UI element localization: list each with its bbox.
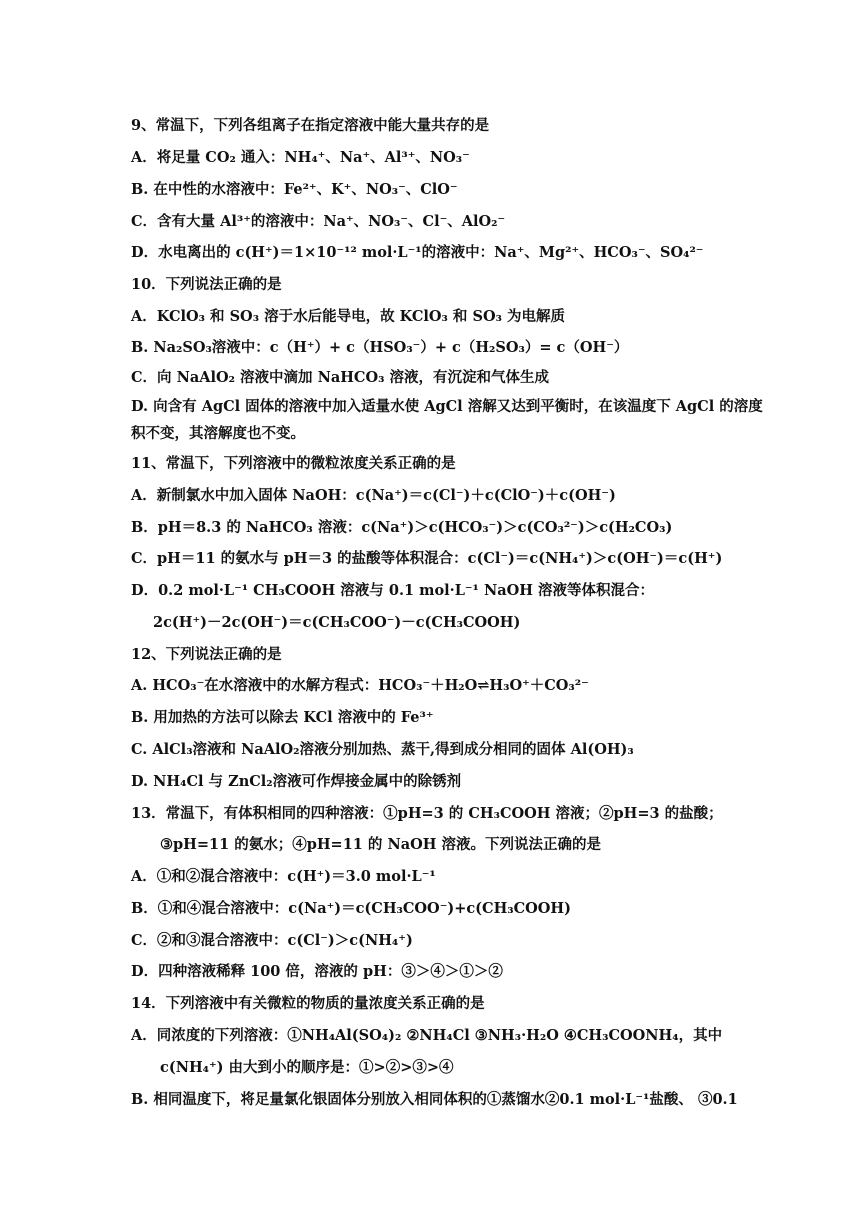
- question-12-stem: 12、下列说法正确的是: [131, 646, 282, 663]
- q10-option-a: A．KClO₃ 和 SO₃ 溶于水后能导电，故 KClO₃ 和 SO₃ 为电解质: [131, 308, 565, 325]
- q13-option-b: B．①和④混合溶液中：c(Na⁺)＝c(CH₃COO⁻)+c(CH₃COOH): [131, 900, 571, 917]
- q11-option-d: D．0.2 mol·L⁻¹ CH₃COOH 溶液与 0.1 mol·L⁻¹ NaOH 溶液等体积混合：: [131, 582, 654, 599]
- q9-option-b: B. 在中性的水溶液中：Fe²⁺、K⁺、NO₃⁻、ClO⁻: [131, 181, 458, 198]
- question-11-stem: 11、常温下，下列溶液中的微粒浓度关系正确的是: [131, 455, 456, 472]
- q10-option-d: D. 向含有 AgCl 固体的溶液中加入适量水使 AgCl 溶解又达到平衡时，在该温度下 AgCl 的溶度: [131, 398, 763, 415]
- q12-option-b: B. 用加热的方法可以除去 KCl 溶液中的 Fe³⁺: [131, 709, 434, 726]
- q13-option-a: A．①和②混合溶液中：c(H⁺)＝3.0 mol·L⁻¹: [131, 868, 436, 885]
- q11-option-a: A．新制氯水中加入固体 NaOH：c(Na⁺)＝c(Cl⁻)＋c(ClO⁻)＋c(OH⁻): [131, 487, 616, 504]
- question-14-stem: 14．下列溶液中有关微粒的物质的量浓度关系正确的是: [131, 995, 485, 1012]
- q10-option-b: B. Na₂SO₃溶液中：c（H⁺）+ c（HSO₃⁻）+ c（H₂SO₃）= c（OH⁻）: [131, 339, 629, 356]
- q9-option-d: D．水电离出的 c(H⁺)＝1×10⁻¹² mol·L⁻¹的溶液中：Na⁺、Mg²⁺、HCO₃⁻、SO₄²⁻: [131, 244, 704, 261]
- question-13-stem-cont: ③pH=11 的氨水；④pH=11 的 NaOH 溶液。下列说法正确的是: [160, 836, 602, 853]
- q12-option-d: D. NH₄Cl 与 ZnCl₂溶液可作焊接金属中的除锈剂: [131, 773, 462, 790]
- question-9-stem: 9、常温下，下列各组离子在指定溶液中能大量共存的是: [131, 117, 490, 134]
- q10-option-c: C．向 NaAlO₂ 溶液中滴加 NaHCO₃ 溶液，有沉淀和气体生成: [131, 369, 549, 386]
- q12-option-c: C. AlCl₃溶液和 NaAlO₂溶液分别加热、蒸干,得到成分相同的固体 Al(OH)₃: [131, 741, 634, 758]
- q9-option-a: A．将足量 CO₂ 通入：NH₄⁺、Na⁺、Al³⁺、NO₃⁻: [131, 149, 470, 166]
- q10-option-d-cont: 积不变，其溶解度也不变。: [131, 425, 305, 442]
- q14-option-a-cont: c(NH₄⁺) 由大到小的顺序是：①>②>③>④: [160, 1059, 454, 1076]
- q14-option-b: B. 相同温度下，将足量氯化银固体分别放入相同体积的①蒸馏水②0.1 mol·L⁻¹盐酸、 ③0.1: [131, 1091, 738, 1108]
- q13-option-d: D．四种溶液稀释 100 倍，溶液的 pH：③＞④＞①＞②: [131, 963, 503, 980]
- q9-option-c: C．含有大量 Al³⁺的溶液中：Na⁺、NO₃⁻、Cl⁻、AlO₂⁻: [131, 213, 506, 230]
- q12-option-a: A. HCO₃⁻在水溶液中的水解方程式：HCO₃⁻＋H₂O⇌H₃O⁺＋CO₃²⁻: [131, 677, 589, 694]
- q11-option-d-cont: 2c(H⁺)－2c(OH⁻)＝c(CH₃COO⁻)－c(CH₃COOH): [153, 614, 521, 631]
- question-10-stem: 10．下列说法正确的是: [131, 276, 282, 293]
- q11-option-b: B．pH＝8.3 的 NaHCO₃ 溶液：c(Na⁺)＞c(HCO₃⁻)＞c(CO₃²⁻)＞c(H₂CO₃): [131, 519, 673, 536]
- q14-option-a: A．同浓度的下列溶液：①NH₄Al(SO₄)₂ ②NH₄Cl ③NH₃·H₂O ④CH₃COONH₄，其中: [131, 1027, 723, 1044]
- q11-option-c: C．pH＝11 的氨水与 pH＝3 的盐酸等体积混合：c(Cl⁻)＝c(NH₄⁺)＞c(OH⁻)＝c(H⁺): [131, 550, 723, 567]
- q13-option-c: C．②和③混合溶液中：c(Cl⁻)＞c(NH₄⁺): [131, 932, 413, 949]
- question-13-stem: 13．常温下，有体积相同的四种溶液：①pH=3 的 CH₃COOH 溶液；②pH=3 的盐酸；: [131, 805, 723, 822]
